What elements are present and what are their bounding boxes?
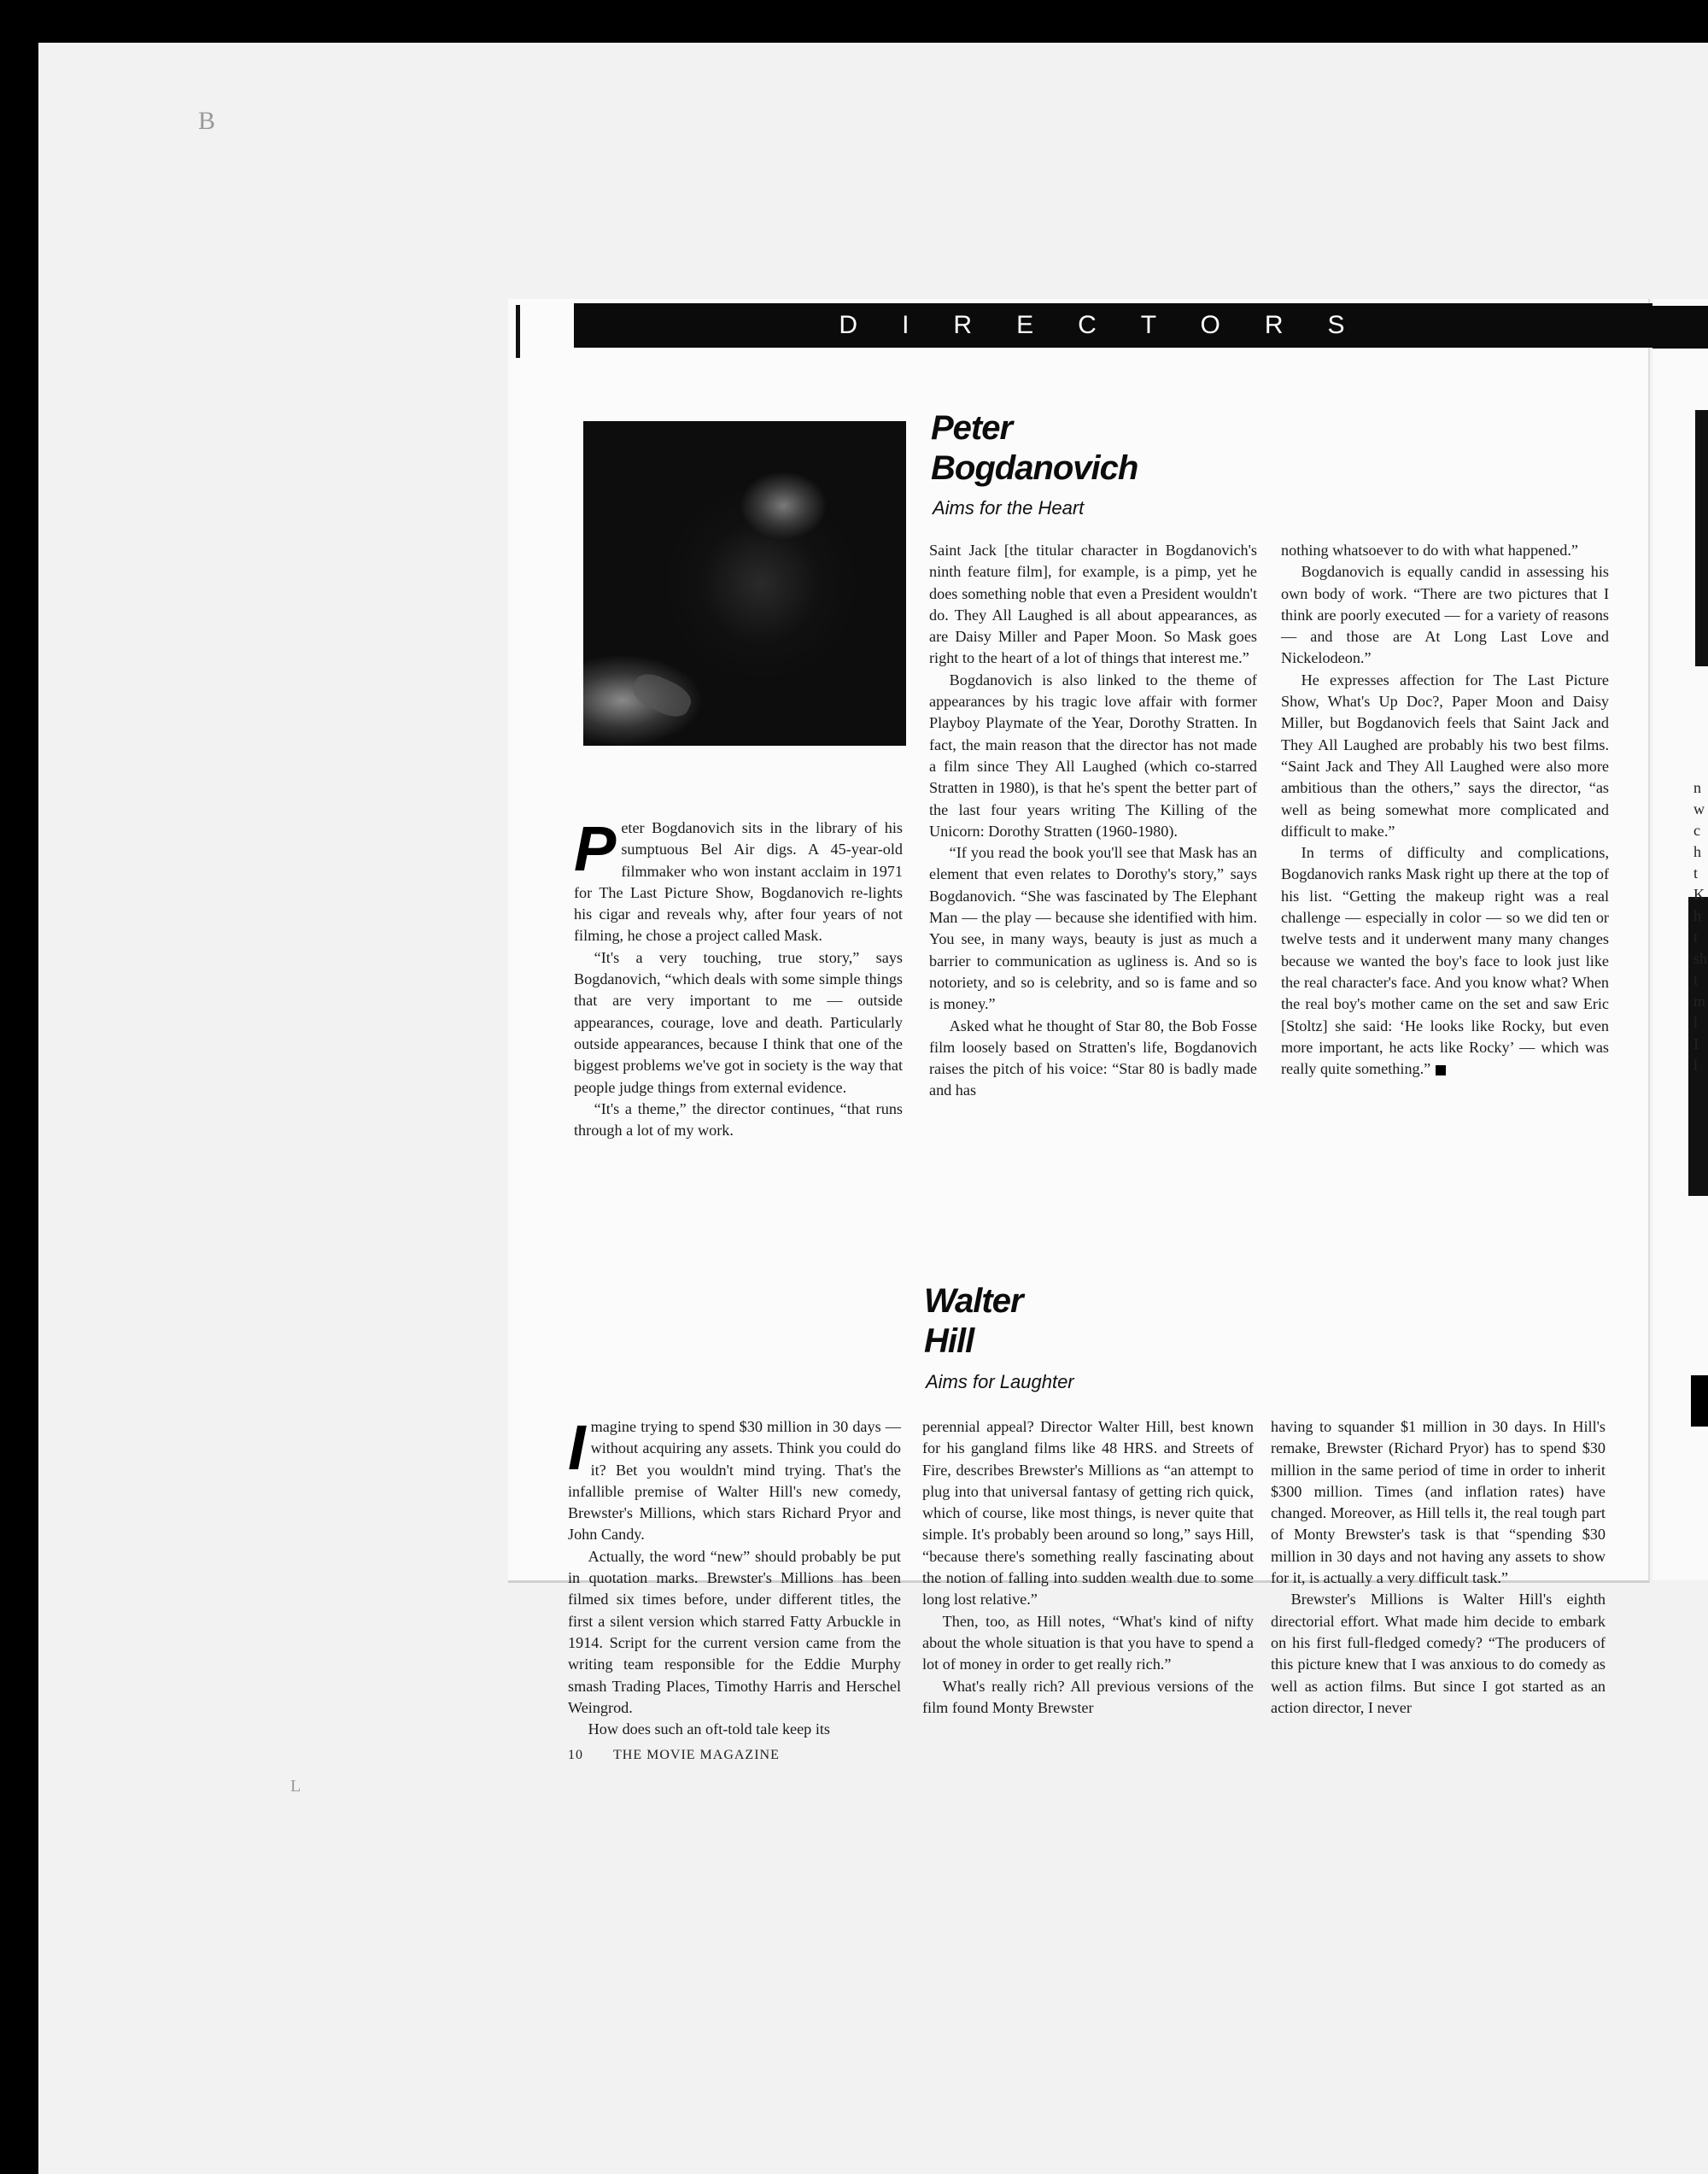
- article-column: [929, 540, 1257, 1102]
- adjacent-page-edge: [1652, 299, 1708, 1580]
- text-fragment: sh: [1693, 950, 1708, 967]
- headline-line: Walter: [924, 1282, 1023, 1320]
- article-column: [1281, 540, 1609, 1080]
- bogdanovich-photo: [583, 421, 906, 746]
- article-column: [568, 1412, 901, 1740]
- text-fragment: m: [1693, 993, 1706, 1010]
- page-folio: [568, 1748, 780, 1763]
- article-column: [1271, 1416, 1606, 1719]
- paragraph: magine trying to spend $30 million in 30 days — without acquiring any assets. Think you could do it? Bet you wouldn't mind trying. That's the infallible premise of Walter Hill's new comedy, Brewster's Millions, which stars Richard Pryor and John Candy.: [568, 1418, 901, 1544]
- article-headline-hill: [924, 1281, 1023, 1362]
- end-mark-icon: [1436, 1065, 1446, 1075]
- text-fragment: l: [1693, 1057, 1699, 1074]
- article-column: [574, 813, 903, 1141]
- adjacent-text-fragments: [1693, 777, 1707, 1076]
- paragraph: [1281, 842, 1609, 1080]
- scan-mark: B: [198, 107, 216, 135]
- article-deck: Aims for the Heart: [933, 497, 1085, 519]
- page-number: 10: [568, 1748, 583, 1762]
- text-fragment: t: [1693, 971, 1699, 988]
- paragraph: having to squander $1 million in 30 days. In Hill's remake, Brewster (Richard Pryor) has to spend $30 million in the same period of time in order to inherit $300 million. Times (and inflation rates) have changed. Moreover, as Hill tells it, the real tough part of Monty Brewster's task is that “spending $30 million in 30 days and not having any assets to show for it, is actually a very difficult task.”: [1271, 1418, 1606, 1587]
- headline-line: Hill: [924, 1322, 974, 1360]
- headline-line: Bogdanovich: [931, 449, 1138, 487]
- paragraph: “It's a theme,” the director continues, “that runs through a lot of my work.: [574, 1099, 903, 1140]
- text-fragment: w: [1693, 800, 1705, 817]
- scan-mark: L: [290, 1777, 301, 1796]
- text-fragment: l: [1693, 1014, 1699, 1031]
- paragraph: perennial appeal? Director Walter Hill, best known for his gangland films like 48 HRS. and Streets of Fire, describes Brewster's Millions as “an attempt to plug into that universal fantasy of getting rich quick, which of course, like most things, is never quite that simple. It's probably been around so long,” says Hill, “because there's something really fascinating about the notion of falling into sudden wealth due to some long lost relative.”: [922, 1418, 1254, 1609]
- text-fragment: n: [1693, 779, 1701, 796]
- paragraph: Brewster's Millions is Walter Hill's eighth directorial effort. What made him decide to embark on his first full-fledged comedy? “The producers of this picture knew that I was anxious to do comedy as well as action films. But since I got started as an action director, I never: [1271, 1591, 1606, 1716]
- drop-cap: P: [574, 813, 617, 884]
- headline-line: Peter: [931, 409, 1013, 447]
- paragraph: How does such an oft-told tale keep its: [588, 1720, 831, 1738]
- adjacent-dropcap: [1691, 1375, 1708, 1427]
- text-fragment: t: [1693, 864, 1699, 882]
- magazine-name: THE MOVIE MAGAZINE: [613, 1748, 780, 1762]
- text-fragment: t: [1693, 929, 1699, 946]
- text-fragment: h: [1693, 907, 1701, 924]
- article-headline-bogdanovich: [931, 408, 1138, 489]
- paragraph: Then, too, as Hill notes, “What's kind of nifty about the whole situation is that you have to spend a lot of money in order to get really rich.”: [922, 1612, 1254, 1673]
- page-edge-rule: [516, 305, 520, 358]
- paragraph: “It's a very touching, true story,” says Bogdanovich, “which deals with some simple things that are very important to me — outside appearances, courage, love and death. Particularly outside appearances, because I think that one of the biggest problems we've got in society is the way that people judge things from external evidence.: [574, 948, 903, 1096]
- paragraph: eter Bogdanovich sits in the library of his sumptuous Bel Air digs. A 45-year-old filmmaker who won instant acclaim in 1971 for The Last Picture Show, Bogdanovich re-lights his cigar and reveals why, after four years of not filming, he chose a project called Mask.: [574, 819, 903, 945]
- paragraph: Bogdanovich is equally candid in assessing his own body of work. “There are two pictures that I think are poorly executed — for a variety of reasons — and those are At Long Last Love and Nickelodeon.”: [1281, 563, 1609, 667]
- paragraph: “If you read the book you'll see that Mask has an element that even relates to Dorothy's story,” says Bogdanovich. “She was fascinated by The Elephant Man — the play — because she identified with him. You see, in many ways, beauty is just as much a barrier to communication as ugliness is. And so is notoriety, and so is celebrity, and so is fame and so is money.”: [929, 844, 1257, 1013]
- drop-cap: I: [568, 1412, 586, 1483]
- paragraph: He expresses affection for The Last Picture Show, What's Up Doc?, Paper Moon and Daisy Miller, but Bogdanovich feels that Saint Jack and They All Laughed are probably his two best films. “Saint Jack and They All Laughed were also more ambitious than the others,” says the director, “as well as being somewhat more complicated and difficult to make.”: [1281, 671, 1609, 840]
- article-deck: Aims for Laughter: [926, 1371, 1074, 1392]
- paragraph: Saint Jack [the titular character in Bogdanovich's ninth feature film], for example, is a pimp, yet he does something noble that even a President wouldn't do. They All Laughed is all about appearances, as are Daisy Miller and Paper Moon. So Mask goes right to the heart of a lot of things that interest me.”: [929, 542, 1257, 667]
- section-banner: DIRECTORS: [574, 303, 1654, 348]
- paragraph: Actually, the word “new” should probably be put in quotation marks. Brewster's Millions has been filmed six times before, under different titles, the first a silent version which starred Fatty Arbuckle in 1914. Script for the current version came from the writing team responsible for the Eddie Murphy smash Trading Places, Timothy Harris and Herschel Weingrod.: [568, 1547, 901, 1716]
- paragraph: Bogdanovich is also linked to the theme of appearances by his tragic love affair with former Playboy Playmate of the Year, Dorothy Stratten. In fact, the main reason that the director has not made a film since They All Laughed (which co-starred Stratten in 1980), is that he's spent the better part of the last four years writing The Killing of the Unicorn: Dorothy Stratten (1960-1980).: [929, 671, 1257, 840]
- text-fragment: K: [1693, 886, 1705, 903]
- article-column: [922, 1416, 1254, 1719]
- paragraph-text: In terms of difficulty and complications, Bogdanovich ranks Mask right up there at the top of his list. “Getting the makeup right was a real challenge — especially in color — so we did ten or twelve tests and it underwent many many changes because we wanted the boy's face to look just like the real character's face. And you know what? When the real boy's mother came on the set and saw Eric [Stoltz] she said: ‘He looks like Rocky, but even more important, he acts like Rocky’ — which was really quite something.”: [1281, 844, 1609, 1078]
- text-fragment: I: [1693, 1035, 1699, 1052]
- paragraph: nothing whatsoever to do with what happened.”: [1281, 542, 1579, 559]
- paragraph: What's really rich? All previous versions of the film found Monty Brewster: [922, 1677, 1254, 1716]
- text-fragment: c: [1693, 822, 1700, 839]
- paragraph: Asked what he thought of Star 80, the Bob Fosse film loosely based on Stratten's life, Bogdanovich raises the pitch of his voice: “Star 80 is badly made and has: [929, 1017, 1257, 1099]
- adjacent-image-edge: [1695, 410, 1708, 666]
- text-fragment: h: [1693, 843, 1701, 860]
- adjacent-banner: [1652, 306, 1708, 349]
